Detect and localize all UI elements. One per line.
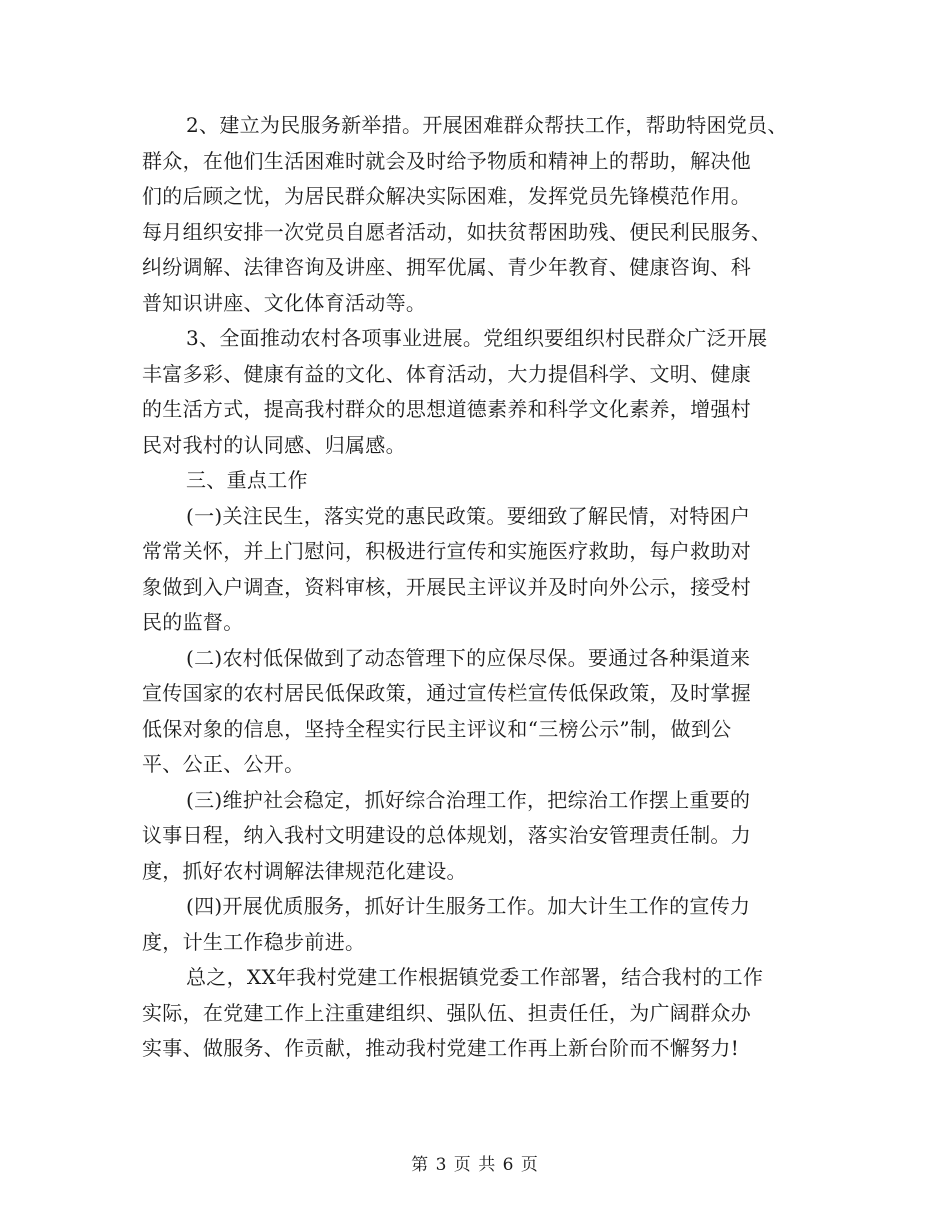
text-line: (三)维护社会稳定，抓好综合治理工作，把综治工作摆上重要的	[186, 787, 751, 812]
paragraph	[142, 108, 810, 321]
text-line: 3、全面推动农村各项事业进展。党组织要组织村民群众广泛开展	[186, 326, 768, 350]
heading-line: 三、重点工作	[186, 468, 308, 492]
text-line: 议事日程，纳入我村文明建设的总体规划，落实治安管理责任制。力	[142, 823, 751, 847]
text-line: 纠纷调解、法律咨询及讲座、拥军优属、青少年教育、健康咨询、科	[142, 255, 751, 279]
text-line: 度，计生工作稳步前进。	[142, 929, 366, 954]
text-line: 实际，在党建工作上注重建组织、强队伍、担责任任，为广阔群众办	[142, 1000, 751, 1025]
paragraph	[142, 641, 810, 783]
paragraph	[142, 321, 810, 463]
text-line: 实事、做服务、作贡献，推动我村党建工作再上新台阶而不懈努力!	[142, 1036, 740, 1060]
text-line: 平、公正、公开。	[142, 752, 305, 776]
text-line: 的生活方式，提高我村群众的思想道德素养和科学文化素养，增强村	[142, 397, 751, 421]
text-line: (四)开展优质服务，抓好计生服务工作。加大计生工作的宣传力	[186, 894, 751, 918]
text-line: 低保对象的信息，坚持全程实行民主评议和“三榜公示”制，做到公	[142, 716, 732, 741]
paragraph	[142, 499, 810, 641]
text-line: 民对我村的认同感、归属感。	[142, 432, 406, 457]
text-line: (二)农村低保做到了动态管理下的应保尽保。要通过各种渠道来	[186, 645, 751, 670]
text-line: 总之，XX年我村党建工作根据镇党委工作部署，结合我村的工作	[186, 965, 764, 989]
text-line: 常常关怀，并上门慰问，积极进行宣传和实施医疗救助，每户救助对	[142, 539, 751, 563]
text-line: 每月组织安排一次党员自愿者活动，如扶贫帮困助残、便民利民服务、	[142, 219, 772, 244]
text-line: 普知识讲座、文化体育活动等。	[142, 290, 427, 315]
text-line: 民的监督。	[142, 610, 244, 634]
paragraph	[142, 889, 810, 960]
paragraph	[142, 960, 810, 1067]
text-line: 象做到入户调查，资料审核，开展民主评议并及时向外公示，接受村	[142, 574, 751, 599]
text-line: 丰富多彩、健康有益的文化、体育活动，大力提倡科学、文明、健康	[142, 361, 751, 386]
text-line: 2、建立为民服务新举措。开展困难群众帮扶工作，帮助特困党员、	[186, 113, 788, 137]
text-line: 宣传国家的农村居民低保政策，通过宣传栏宣传低保政策，及时掌握	[142, 681, 751, 705]
text-line: 度，抓好农村调解法律规范化建设。	[142, 858, 467, 883]
page-number-footer: 第 3 页 共 6 页	[411, 1155, 539, 1175]
section-heading	[142, 463, 810, 499]
text-line: 群众，在他们生活困难时就会及时给予物质和精神上的帮助，解决他	[142, 148, 751, 173]
text-line: (一)关注民生，落实党的惠民政策。要细致了解民情，对特困户	[186, 503, 751, 528]
paragraph	[142, 783, 810, 890]
text-line: 们的后顾之忧，为居民群众解决实际困难，发挥党员先锋模范作用。	[142, 184, 751, 208]
document-body	[142, 108, 810, 1067]
